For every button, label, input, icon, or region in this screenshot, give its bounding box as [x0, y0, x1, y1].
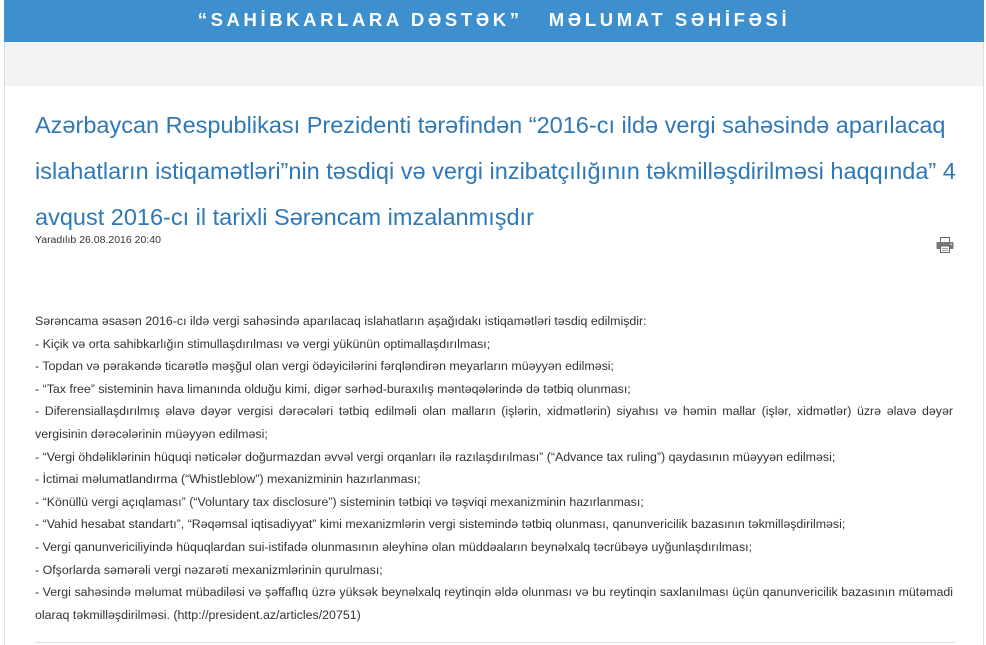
article-body [35, 310, 953, 626]
source-link[interactable]: http://president.az/articles/20751 [177, 607, 357, 622]
list-item: - “Tax free” sisteminin hava limanında olduğu kimi, digər sərhəd-buraxılış məntəqələrində də tətbiq olunması; [35, 381, 631, 396]
list-item: - Vergi qanunvericiliyində hüquqlardan sui-istifadə olunmasının əleyhinə olan müddəaların beynəlxalq təcrübəyə uyğunlaşdırılması; [35, 539, 753, 554]
page-banner: “SAHİBKARLARA DƏSTƏK” MƏLUMAT SƏHİFƏSİ [4, 0, 984, 42]
printer-icon[interactable] [936, 237, 954, 253]
list-item: - Ofşorlarda səmərəli vergi nəzarəti mexanizmlərinin qurulması; [35, 562, 383, 577]
list-item: - Diferensiallaşdırılmış əlavə dəyər vergisi dərəcələri tətbiq edilməli olan malların (işlərin, xidmətlərin) siyahısı və həmin mallar (işlər, xidmətlər) üzrə əlavə dəyər vergisinin dərəcələrinin müəyyən edilməsi; [35, 404, 953, 441]
list-item-last [35, 581, 953, 626]
article-title: Azərbaycan Respublikası Prezidenti tərəfindən “2016-cı ildə vergi sahəsində aparılacaq islahatların istiqamətləri”nin təsdiqi və vergi inzibatçılığının təkmilləşdirilməsi haqqında” 4 avqust 2016-cı il tarixli Sərəncam imzalanmışdır [35, 112, 956, 230]
last-item-close: ) [356, 607, 361, 622]
list-item: - “Vergi öhdəliklərinin hüquqi nəticələr doğurmazdan əvvəl vergi orqanları ilə razılaşdırılması” (“Advance tax ruling”) qaydasının müəyyən edilməsi; [35, 449, 836, 464]
list-item: - “Könüllü vergi açıqlaması” (“Voluntary tax disclosure”) sisteminin tətbiqi və təşviqi mexanizminin hazırlanması; [35, 494, 644, 509]
list-item: - İctimai məlumatlandırma (“Whistleblow”) mexanizminin hazırlanması; [35, 472, 421, 487]
bottom-divider [35, 642, 955, 643]
toolbar-strip [4, 42, 984, 87]
intro-paragraph: Sərəncama əsasən 2016-cı ildə vergi sahəsində aparılacaq islahatların aşağıdakı istiqamətləri təsdiq edilmişdir: [35, 314, 647, 328]
created-date: Yaradılıb 26.08.2016 20:40 [35, 234, 161, 246]
last-item-text: - Vergi sahəsində məlumat mübadiləsi və şəffaflıq üzrə yüksək beynəlxalq reytinqin əldə olunması və bu reytinqin saxlanılması üçün qanunvericilik bazasının mütəmadi olaraq təkmilləşdirilməsi. ( [35, 585, 953, 622]
list-item: - Topdan və pərakəndə ticarətlə məşğul olan vergi ödəyicilərini fərqləndirən meyarların müəyyən edilməsi; [35, 359, 614, 374]
article [4, 86, 984, 645]
list-item: - Kiçik və orta sahibkarlığın stimullaşdırılması və vergi yükünün optimallaşdırılması; [35, 336, 491, 351]
list-item: - “Vahid hesabat standartı”, “Rəqəmsal iqtisadiyyat” kimi mexanizmlərin vergi sistemində tətbiq olunması, qanunvericilik bazasının təkmilləşdirilməsi; [35, 517, 846, 532]
